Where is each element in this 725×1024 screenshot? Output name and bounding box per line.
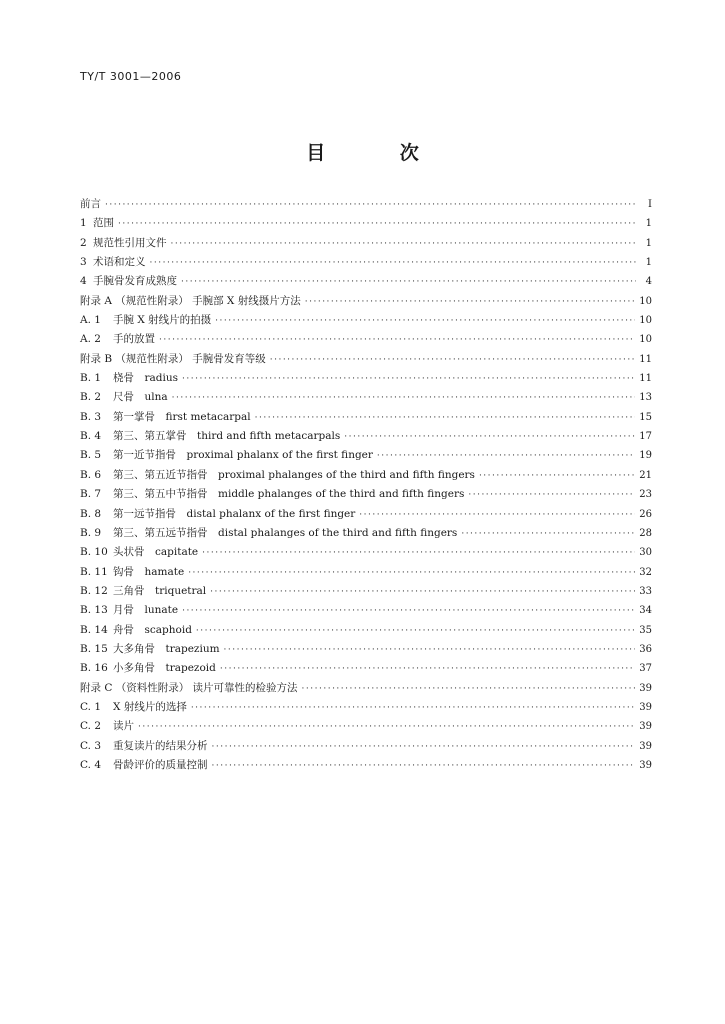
toc-entry[interactable] bbox=[80, 331, 652, 350]
toc-entry[interactable] bbox=[80, 215, 652, 234]
toc-entry-page: 35 bbox=[639, 624, 652, 636]
toc-leader-dots bbox=[172, 393, 636, 403]
toc-entry-page: 21 bbox=[639, 469, 652, 481]
toc-leader-dots bbox=[212, 742, 636, 752]
toc-entry[interactable] bbox=[80, 641, 652, 660]
toc-entry[interactable] bbox=[80, 254, 652, 273]
toc-entry[interactable] bbox=[80, 564, 652, 583]
toc-entry-page: 30 bbox=[639, 547, 652, 559]
toc-entry-number: B. 1 bbox=[80, 372, 102, 385]
toc-entry-label: 第一近节指骨 proximal phalanx of the first finger bbox=[113, 449, 373, 462]
toc-entry-label: 附录 B （规范性附录） 手腕骨发育等级 bbox=[80, 352, 266, 365]
toc-leader-dots bbox=[220, 664, 635, 674]
toc-entry-label: 第一掌骨 first metacarpal bbox=[113, 410, 251, 423]
toc-leader-dots bbox=[202, 548, 635, 558]
toc-entry-number: B. 8 bbox=[80, 507, 102, 520]
toc-entry-label: 规范性引用文件 bbox=[93, 236, 167, 249]
toc-entry[interactable] bbox=[80, 602, 652, 621]
toc-entry-label: 重复读片的结果分析 bbox=[113, 739, 208, 752]
toc-entry-number: B. 6 bbox=[80, 468, 102, 481]
toc-entry-number: B. 12 bbox=[80, 584, 108, 597]
toc-entry-page: 17 bbox=[639, 431, 652, 443]
toc-entry-label: 术语和定义 bbox=[93, 256, 146, 269]
toc-entry-label: 第一远节指骨 distal phalanx of the first finger bbox=[113, 507, 356, 520]
toc-entry-label: 桡骨 radius bbox=[113, 372, 179, 385]
toc-entry[interactable] bbox=[80, 680, 652, 699]
toc-leader-dots bbox=[468, 490, 635, 500]
toc-entry-number: B. 2 bbox=[80, 391, 102, 404]
toc-entry-page: 10 bbox=[639, 295, 652, 307]
toc-entry[interactable] bbox=[80, 196, 652, 215]
toc-entry-page: 39 bbox=[639, 721, 652, 733]
toc-entry-number: C. 1 bbox=[80, 700, 102, 713]
toc-entry-page: 4 bbox=[645, 276, 652, 288]
toc-entry-number: 4 bbox=[80, 275, 87, 288]
toc-leader-dots bbox=[182, 374, 635, 384]
toc-entry[interactable] bbox=[80, 699, 652, 718]
toc-leader-dots bbox=[182, 606, 635, 616]
toc-entry-label: 第三、第五掌骨 third and fifth metacarpals bbox=[113, 430, 341, 443]
toc-entry[interactable] bbox=[80, 409, 652, 428]
toc-entry[interactable] bbox=[80, 660, 652, 679]
toc-entry[interactable] bbox=[80, 738, 652, 757]
toc-entry-number: B. 5 bbox=[80, 449, 102, 462]
toc-entry[interactable] bbox=[80, 447, 652, 466]
toc-entry-page: 32 bbox=[639, 566, 652, 578]
toc-entry-page: 26 bbox=[639, 508, 652, 520]
toc-entry-number: B. 16 bbox=[80, 662, 108, 675]
toc-entry[interactable] bbox=[80, 583, 652, 602]
table-of-contents bbox=[80, 196, 652, 776]
toc-entry-label: X 射线片的选择 bbox=[113, 700, 187, 713]
toc-entry-number: C. 4 bbox=[80, 758, 102, 771]
toc-entry-number: C. 2 bbox=[80, 720, 102, 733]
toc-entry-page: 39 bbox=[639, 682, 652, 694]
toc-entry[interactable] bbox=[80, 486, 652, 505]
toc-leader-dots bbox=[461, 529, 635, 539]
toc-entry[interactable] bbox=[80, 544, 652, 563]
toc-entry-label: 钩骨 hamate bbox=[113, 565, 185, 578]
toc-entry[interactable] bbox=[80, 622, 652, 641]
toc-leader-dots bbox=[196, 626, 635, 636]
toc-entry-number: B. 4 bbox=[80, 430, 102, 443]
toc-leader-dots bbox=[302, 684, 636, 694]
toc-leader-dots bbox=[191, 703, 635, 713]
toc-entry-page: 13 bbox=[639, 392, 652, 404]
toc-leader-dots bbox=[138, 722, 635, 732]
toc-entry[interactable] bbox=[80, 389, 652, 408]
toc-entry-number: B. 13 bbox=[80, 604, 108, 617]
toc-entry-page: 33 bbox=[639, 585, 652, 597]
toc-entry[interactable] bbox=[80, 293, 652, 312]
toc-entry-label: 第三、第五近节指骨 proximal phalanges of the third and fifth fingers bbox=[113, 468, 475, 481]
toc-entry-number: A. 2 bbox=[80, 333, 101, 346]
toc-entry-number: B. 11 bbox=[80, 565, 108, 578]
toc-leader-dots bbox=[118, 219, 636, 229]
toc-entry-page: 34 bbox=[639, 605, 652, 617]
toc-entry-page: 39 bbox=[639, 701, 652, 713]
toc-leader-dots bbox=[479, 471, 635, 481]
toc-leader-dots bbox=[212, 761, 636, 771]
toc-entry[interactable] bbox=[80, 235, 652, 254]
toc-entry-label: 手的放置 bbox=[113, 333, 155, 346]
toc-entry-label: 范围 bbox=[93, 217, 114, 230]
toc-entry-page: 11 bbox=[639, 353, 652, 365]
toc-entry-page: Ⅰ bbox=[648, 199, 652, 210]
toc-entry-number: B. 15 bbox=[80, 642, 108, 655]
toc-leader-dots bbox=[305, 297, 636, 307]
toc-entry-number: B. 3 bbox=[80, 410, 102, 423]
toc-entry-label: 三角骨 triquetral bbox=[113, 584, 207, 597]
toc-entry-label: 舟骨 scaphoid bbox=[113, 623, 192, 636]
toc-entry-label: 前言 bbox=[80, 198, 101, 210]
toc-entry-page: 15 bbox=[639, 411, 652, 423]
toc-entry-number: 2 bbox=[80, 236, 87, 249]
toc-entry[interactable] bbox=[80, 312, 652, 331]
toc-entry-number: B. 14 bbox=[80, 623, 108, 636]
toc-entry[interactable] bbox=[80, 467, 652, 486]
toc-entry-number: B. 9 bbox=[80, 526, 102, 539]
toc-entry-number: B. 7 bbox=[80, 488, 102, 501]
toc-entry-label: 月骨 lunate bbox=[113, 604, 179, 617]
toc-leader-dots bbox=[270, 355, 636, 365]
toc-entry[interactable] bbox=[80, 757, 652, 776]
toc-entry-label: 尺骨 ulna bbox=[113, 391, 168, 404]
toc-leader-dots bbox=[359, 510, 635, 520]
toc-entry-page: 10 bbox=[639, 334, 652, 346]
toc-entry-label: 骨龄评价的质量控制 bbox=[113, 758, 208, 771]
toc-leader-dots bbox=[150, 258, 637, 268]
toc-entry-label: 手腕骨发育成熟度 bbox=[93, 275, 177, 288]
toc-entry-page: 28 bbox=[639, 527, 652, 539]
toc-leader-dots bbox=[255, 413, 636, 423]
toc-leader-dots bbox=[181, 277, 636, 287]
toc-entry[interactable] bbox=[80, 718, 652, 737]
toc-entry[interactable] bbox=[80, 273, 652, 292]
toc-entry-page: 36 bbox=[639, 643, 652, 655]
toc-entry-label: 附录 C （资料性附录） 读片可靠性的检验方法 bbox=[80, 681, 298, 694]
toc-entry-page: 39 bbox=[639, 759, 652, 771]
toc-entry-label: 手腕 X 射线片的拍摄 bbox=[113, 314, 212, 327]
toc-entry-number: C. 3 bbox=[80, 739, 102, 752]
toc-leader-dots bbox=[105, 200, 636, 210]
toc-entry-number: 1 bbox=[80, 217, 87, 230]
toc-leader-dots bbox=[171, 239, 637, 249]
toc-leader-dots bbox=[377, 451, 635, 461]
toc-entry-page: 39 bbox=[639, 740, 652, 752]
toc-entry-number: B. 10 bbox=[80, 546, 108, 559]
toc-title: 目 次 bbox=[306, 142, 453, 164]
toc-entry-page: 1 bbox=[645, 218, 652, 230]
toc-entry-label: 读片 bbox=[113, 720, 134, 733]
toc-entry-label: 附录 A （规范性附录） 手腕部 X 射线摄片方法 bbox=[80, 294, 301, 307]
toc-leader-dots bbox=[224, 645, 636, 655]
toc-entry[interactable] bbox=[80, 428, 652, 447]
toc-entry-number: A. 1 bbox=[80, 314, 101, 327]
toc-entry-label: 小多角骨 trapezoid bbox=[113, 662, 216, 675]
toc-entry-page: 1 bbox=[645, 237, 652, 249]
toc-entry-label: 第三、第五远节指骨 distal phalanges of the third and fifth fingers bbox=[113, 526, 458, 539]
toc-entry-label: 头状骨 capitate bbox=[113, 546, 199, 559]
toc-entry-page: 19 bbox=[639, 450, 652, 462]
toc-leader-dots bbox=[188, 568, 635, 578]
toc-entry[interactable] bbox=[80, 370, 652, 389]
toc-entry-page: 37 bbox=[639, 663, 652, 675]
toc-entry-label: 第三、第五中节指骨 middle phalanges of the third and fifth fingers bbox=[113, 488, 465, 501]
toc-leader-dots bbox=[344, 432, 635, 442]
toc-entry-page: 1 bbox=[645, 257, 652, 269]
toc-leader-dots bbox=[215, 316, 635, 326]
toc-entry-page: 23 bbox=[639, 489, 652, 501]
toc-entry[interactable] bbox=[80, 351, 652, 370]
toc-entry-label: 大多角骨 trapezium bbox=[113, 642, 220, 655]
toc-entry-page: 11 bbox=[639, 373, 652, 385]
toc-entry[interactable] bbox=[80, 506, 652, 525]
toc-leader-dots bbox=[159, 335, 635, 345]
toc-entry-page: 10 bbox=[639, 315, 652, 327]
document-code: TY/T 3001—2006 bbox=[80, 70, 182, 83]
toc-entry[interactable] bbox=[80, 525, 652, 544]
toc-leader-dots bbox=[210, 587, 635, 597]
toc-entry-number: 3 bbox=[80, 256, 87, 269]
